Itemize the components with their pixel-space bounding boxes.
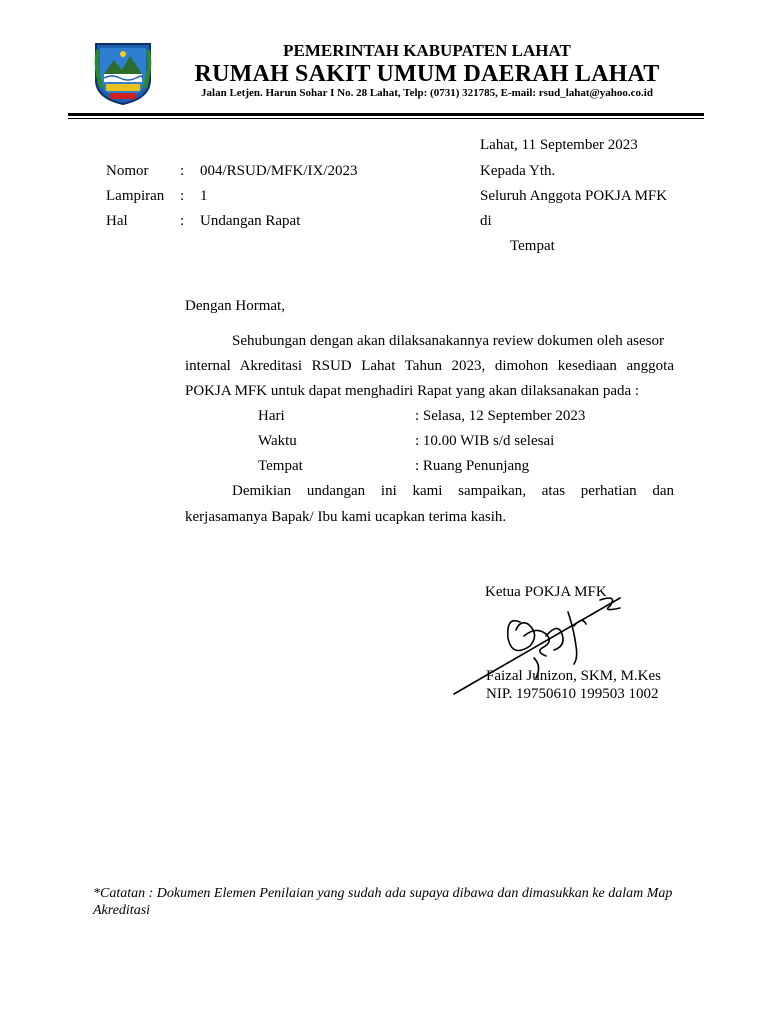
header-address: Jalan Letjen. Harun Sohar I No. 28 Lahat, Telp: (0731) 321785, E-mail: rsud_lahat@yahoo.co.id (201, 87, 653, 99)
recipient-line: Kepada Yth. (480, 163, 556, 179)
detail-value: : Selasa, 12 September 2023 (415, 408, 586, 424)
recipient-line: Tempat (510, 238, 555, 254)
header-rule-thick (68, 113, 704, 116)
letter-subject: Undangan Rapat (200, 213, 301, 229)
letter-number: 004/RSUD/MFK/IX/2023 (200, 163, 358, 179)
field-separator: : (180, 213, 185, 229)
paragraph-line: internal Akreditasi RSUD Lahat Tahun 2023, dimohon kesediaan anggota (185, 358, 674, 374)
recipient-line: Seluruh Anggota POKJA MFK (480, 188, 668, 204)
field-label: Nomor (106, 163, 149, 179)
detail-value: : 10.00 WIB s/d selesai (415, 433, 555, 449)
paragraph-line: Demikian undangan ini kami sampaikan, atas perhatian dan (232, 483, 674, 499)
detail-label: Waktu (258, 433, 297, 449)
paragraph-line: POKJA MFK untuk dapat menghadiri Rapat yang akan dilaksanakan pada : (185, 383, 640, 399)
paragraph-line: kerjasamanya Bapak/ Ibu kami ucapkan terima kasih. (185, 509, 507, 525)
detail-label: Tempat (258, 458, 303, 474)
place-date: Lahat, 11 September 2023 (480, 137, 638, 153)
signatory-nip: NIP. 19750610 199503 1002 (486, 686, 659, 702)
attachment-count: 1 (200, 188, 208, 204)
field-label: Hal (106, 213, 128, 229)
detail-label: Hari (258, 408, 285, 424)
detail-value: : Ruang Penunjang (415, 458, 530, 474)
signatory-role: Ketua POKJA MFK (485, 584, 607, 600)
header-rule-thin (68, 118, 704, 119)
field-separator: : (180, 188, 185, 204)
signatory-name: Faizal Junizon, SKM, M.Kes (486, 668, 661, 684)
header-government: PEMERINTAH KABUPATEN LAHAT (283, 41, 571, 60)
footnote: *Catatan : Dokumen Elemen Penilaian yang sudah ada supaya dibawa dan dimasukkan ke dalam Map Akreditasi (93, 886, 673, 918)
recipient-line: di (480, 213, 492, 229)
field-separator: : (180, 163, 185, 179)
header-hospital-name: RUMAH SAKIT UMUM DAERAH LAHAT (194, 61, 660, 87)
field-label: Lampiran (106, 188, 165, 204)
greeting: Dengan Hormat, (185, 298, 285, 314)
paragraph-line: Sehubungan dengan akan dilaksanakannya review dokumen oleh asesor (232, 333, 664, 349)
